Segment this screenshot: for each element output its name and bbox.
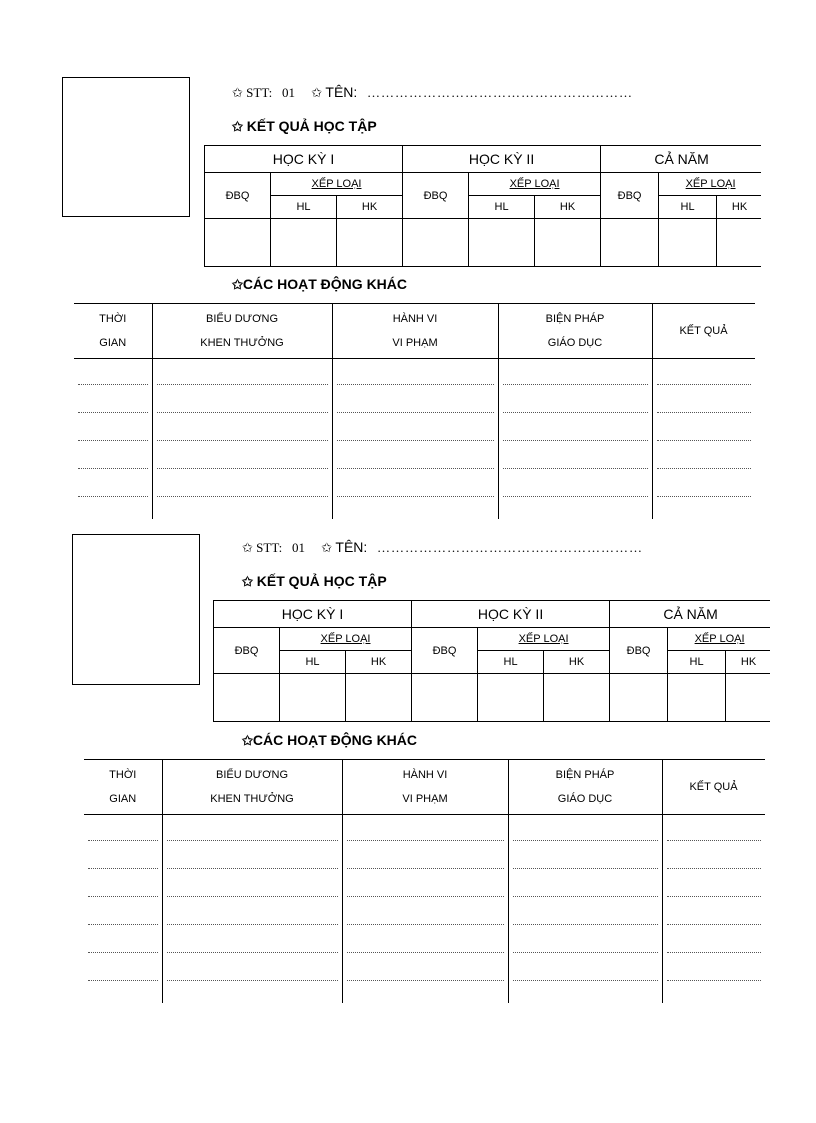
activity-row: [84, 871, 765, 899]
activity-cell[interactable]: [662, 955, 765, 983]
activity-cell[interactable]: [162, 927, 342, 955]
dbq-header: ĐBQ: [214, 628, 280, 674]
activity-header-line: KHEN THƯỞNG: [210, 793, 294, 805]
activity-cell[interactable]: [74, 443, 152, 471]
activity-header-line: VI PHẠM: [402, 793, 448, 805]
activity-cell[interactable]: [162, 815, 342, 844]
activity-cell[interactable]: [342, 815, 508, 844]
stt-label: STT:: [256, 540, 283, 555]
activity-header-line: GIAN: [109, 793, 137, 805]
grade-cell[interactable]: [280, 674, 346, 722]
hk-header: HK: [535, 196, 601, 219]
activity-header-line: KẾT QUẢ: [679, 325, 728, 337]
activity-cell[interactable]: [662, 871, 765, 899]
activity-cell[interactable]: [152, 471, 332, 499]
results-table-wrap: [204, 145, 761, 269]
activity-row: [84, 899, 765, 927]
activity-cell[interactable]: [152, 359, 332, 388]
activity-cell[interactable]: [162, 899, 342, 927]
hl-header: HL: [271, 196, 337, 219]
activity-header-line: BIỂU DƯƠNG: [206, 313, 278, 325]
activity-cell[interactable]: [152, 415, 332, 443]
activity-cell[interactable]: [342, 899, 508, 927]
activity-cell[interactable]: [498, 387, 652, 415]
activity-header-line: THỜI: [109, 769, 137, 781]
name-field[interactable]: …………………………………………………: [367, 85, 634, 100]
grade-cell[interactable]: [346, 674, 412, 722]
dbq-header: ĐBQ: [601, 173, 659, 219]
activity-row: [84, 927, 765, 955]
activity-cell[interactable]: [162, 955, 342, 983]
hl-header: HL: [659, 196, 717, 219]
activity-header-line: BIỆN PHÁP: [545, 313, 605, 325]
activity-cell[interactable]: [508, 899, 662, 927]
activity-cell[interactable]: [84, 815, 162, 844]
star-icon: ✩: [321, 540, 333, 555]
activity-header-cell: [652, 304, 755, 359]
activities-heading: [232, 276, 407, 293]
activity-cell[interactable]: [652, 415, 755, 443]
activity-cell[interactable]: [652, 359, 755, 388]
activities-heading-text: CÁC HOẠT ĐỘNG KHÁC: [242, 276, 408, 292]
activity-row: [74, 387, 755, 415]
activity-cell[interactable]: [74, 359, 152, 388]
grade-cell[interactable]: [726, 674, 770, 722]
activity-header-line: VI PHẠM: [392, 337, 438, 349]
activity-header-cell: [342, 760, 508, 815]
activity-header-line: HÀNH VI: [392, 313, 438, 325]
activity-header-line: BIỂU DƯƠNG: [216, 769, 288, 781]
activity-cell[interactable]: [498, 415, 652, 443]
results-table-wrap: [213, 600, 770, 724]
activity-header-cell: [332, 304, 498, 359]
activities-table: [74, 303, 755, 519]
activity-cell[interactable]: [332, 415, 498, 443]
hk-header: HK: [544, 651, 610, 674]
hl-header: HL: [478, 651, 544, 674]
period-header: HỌC KỲ I: [205, 146, 403, 173]
activity-cell: [162, 983, 342, 1003]
period-header: HỌC KỲ I: [214, 601, 412, 628]
period-header: HỌC KỲ II: [412, 601, 610, 628]
grade-cell[interactable]: [214, 674, 280, 722]
name-label: TÊN:: [325, 84, 358, 100]
activity-cell[interactable]: [152, 387, 332, 415]
results-heading: [242, 573, 387, 590]
activity-header-cell: [162, 760, 342, 815]
activity-cell[interactable]: [508, 955, 662, 983]
results-heading-text: KẾT QUẢ HỌC TẬP: [246, 118, 377, 134]
activity-header-line: THỜI: [99, 313, 127, 325]
grade-cell[interactable]: [478, 674, 544, 722]
results-table: [204, 145, 761, 267]
activity-header-line: GIAN: [99, 337, 127, 349]
hl-header: HL: [469, 196, 535, 219]
activity-cell: [84, 983, 162, 1003]
stt-value: 01: [291, 540, 305, 555]
stt-label: STT:: [246, 85, 273, 100]
activity-cell: [152, 499, 332, 519]
activities-table-wrap: [84, 759, 765, 1012]
activities-table-wrap: [74, 303, 755, 520]
activity-cell[interactable]: [662, 899, 765, 927]
activity-cell[interactable]: [152, 443, 332, 471]
activity-header-line: KẾT QUẢ: [689, 781, 738, 793]
activity-cell[interactable]: [162, 871, 342, 899]
star-icon: ✩: [232, 119, 243, 134]
star-icon: ✩: [242, 733, 253, 748]
activity-cell[interactable]: [652, 387, 755, 415]
activity-header-cell: [508, 760, 662, 815]
activity-cell: [74, 499, 152, 519]
grade-cell[interactable]: [601, 219, 659, 267]
grade-cell[interactable]: [337, 219, 403, 267]
grade-cell[interactable]: [469, 219, 535, 267]
activity-cell[interactable]: [342, 955, 508, 983]
activity-header-cell: [498, 304, 652, 359]
activity-row: [84, 843, 765, 871]
activity-header-cell: [152, 304, 332, 359]
activity-cell[interactable]: [84, 927, 162, 955]
name-field[interactable]: …………………………………………………: [377, 540, 644, 555]
grade-cell[interactable]: [271, 219, 337, 267]
activity-cell[interactable]: [498, 471, 652, 499]
activity-row: [74, 359, 755, 388]
xep-loai-header: XẾP LOẠI: [469, 173, 601, 196]
star-icon: ✩: [242, 574, 253, 589]
name-label: TÊN:: [335, 539, 368, 555]
activity-cell[interactable]: [342, 843, 508, 871]
activity-cell[interactable]: [342, 927, 508, 955]
star-icon: ✩: [311, 85, 323, 100]
activity-cell[interactable]: [84, 899, 162, 927]
photo-placeholder: [72, 534, 200, 685]
activity-cell[interactable]: [508, 843, 662, 871]
activity-cell: [332, 499, 498, 519]
activities-heading: [242, 732, 417, 749]
activity-header-cell: [662, 760, 765, 815]
hk-header: HK: [346, 651, 412, 674]
activity-cell[interactable]: [162, 843, 342, 871]
grade-cell[interactable]: [659, 219, 717, 267]
activity-cell: [652, 499, 755, 519]
xep-loai-header: XẾP LOẠI: [659, 173, 761, 196]
id-line: [232, 84, 633, 101]
activity-cell[interactable]: [332, 443, 498, 471]
activities-table: [84, 759, 765, 1003]
activity-cell[interactable]: [652, 443, 755, 471]
hk-header: HK: [337, 196, 403, 219]
dbq-header: ĐBQ: [205, 173, 271, 219]
xep-loai-header: XẾP LOẠI: [478, 628, 610, 651]
activity-cell[interactable]: [84, 955, 162, 983]
hl-header: HL: [280, 651, 346, 674]
activity-cell: [508, 983, 662, 1003]
grade-cell[interactable]: [403, 219, 469, 267]
activity-row: [74, 471, 755, 499]
activity-header-line: GIÁO DỤC: [557, 793, 613, 805]
xep-loai-header: XẾP LOẠI: [668, 628, 770, 651]
activity-cell[interactable]: [74, 415, 152, 443]
star-icon: ✩: [232, 277, 243, 292]
activity-cell[interactable]: [84, 871, 162, 899]
activity-cell[interactable]: [498, 443, 652, 471]
dbq-header: ĐBQ: [403, 173, 469, 219]
activity-cell[interactable]: [332, 387, 498, 415]
activity-cell[interactable]: [662, 843, 765, 871]
results-table: [213, 600, 770, 722]
activity-cell[interactable]: [652, 471, 755, 499]
grade-cell[interactable]: [535, 219, 601, 267]
hk-header: HK: [717, 196, 761, 219]
activity-header-line: BIỆN PHÁP: [555, 769, 615, 781]
grade-cell[interactable]: [668, 674, 726, 722]
stt-value: 01: [281, 85, 295, 100]
activity-cell: [662, 983, 765, 1003]
activity-cell[interactable]: [332, 471, 498, 499]
activity-header-line: KHEN THƯỞNG: [200, 337, 284, 349]
activity-header-cell: [74, 304, 152, 359]
grade-cell[interactable]: [610, 674, 668, 722]
photo-placeholder: [62, 77, 190, 217]
hk-header: HK: [726, 651, 770, 674]
period-header: CẢ NĂM: [601, 146, 761, 173]
grade-cell[interactable]: [544, 674, 610, 722]
grade-cell[interactable]: [717, 219, 761, 267]
star-icon: ✩: [232, 85, 243, 100]
xep-loai-header: XẾP LOẠI: [280, 628, 412, 651]
activity-cell[interactable]: [498, 359, 652, 388]
dbq-header: ĐBQ: [610, 628, 668, 674]
activity-cell[interactable]: [508, 927, 662, 955]
activity-cell[interactable]: [508, 815, 662, 844]
activity-row: [74, 443, 755, 471]
grade-cell[interactable]: [412, 674, 478, 722]
star-icon: ✩: [242, 540, 253, 555]
results-heading-text: KẾT QUẢ HỌC TẬP: [256, 573, 387, 589]
activity-row: [74, 415, 755, 443]
activity-cell: [342, 983, 508, 1003]
id-line: [242, 539, 643, 556]
activity-cell[interactable]: [662, 927, 765, 955]
period-header: HỌC KỲ II: [403, 146, 601, 173]
activity-cell[interactable]: [74, 471, 152, 499]
results-heading: [232, 118, 377, 135]
activity-cell[interactable]: [74, 387, 152, 415]
activity-cell[interactable]: [662, 815, 765, 844]
activity-cell[interactable]: [342, 871, 508, 899]
activity-row: [84, 955, 765, 983]
dbq-header: ĐBQ: [412, 628, 478, 674]
grade-cell[interactable]: [205, 219, 271, 267]
activity-cell[interactable]: [332, 359, 498, 388]
activity-cell[interactable]: [508, 871, 662, 899]
period-header: CẢ NĂM: [610, 601, 770, 628]
xep-loai-header: XẾP LOẠI: [271, 173, 403, 196]
activity-row: [84, 815, 765, 844]
activity-header-line: HÀNH VI: [402, 769, 448, 781]
activity-header-cell: [84, 760, 162, 815]
activity-header-line: GIÁO DỤC: [547, 337, 603, 349]
activity-cell: [498, 499, 652, 519]
activities-heading-text: CÁC HOẠT ĐỘNG KHÁC: [252, 732, 418, 748]
activity-cell[interactable]: [84, 843, 162, 871]
hl-header: HL: [668, 651, 726, 674]
